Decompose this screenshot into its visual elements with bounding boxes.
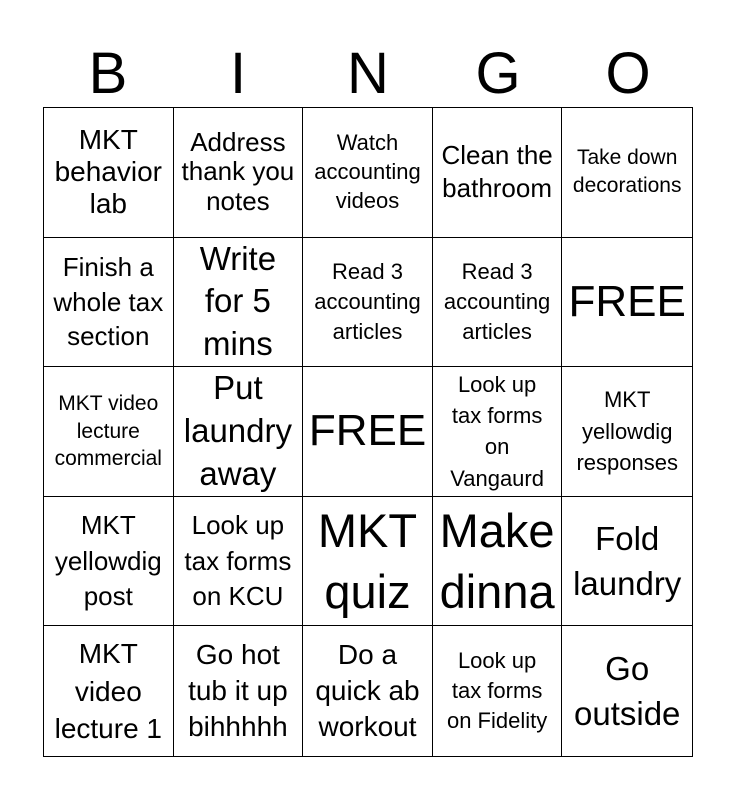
free-space[interactable] (562, 238, 692, 368)
bingo-cell[interactable] (303, 626, 433, 756)
cell-text: FREE (568, 276, 686, 326)
cell-text: FREE (308, 406, 427, 456)
bingo-cell[interactable] (562, 497, 692, 627)
header-letter-n: N (347, 41, 389, 106)
bingo-cell[interactable] (303, 238, 433, 368)
free-space[interactable] (303, 367, 433, 497)
bingo-cell[interactable] (433, 238, 563, 368)
bingo-cell[interactable] (44, 367, 174, 497)
cell-text: MKT behavior lab (54, 124, 162, 220)
header-letter-o: O (605, 41, 651, 106)
bingo-cell[interactable] (174, 238, 304, 368)
cell-text: MKT video lecture commercial (54, 391, 162, 471)
cell-text: Make dinna (439, 504, 555, 619)
cell-text: Read 3 accounting articles (314, 259, 421, 344)
cell-text: Look up tax forms on Fidelity (446, 648, 548, 734)
cell-text: Look up tax forms on Vangaurd (450, 372, 544, 491)
bingo-cell[interactable] (433, 367, 563, 497)
bingo-cell[interactable] (433, 108, 563, 238)
cell-text: MKT yellowdig responses (576, 386, 678, 476)
cell-text: Address thank you notes (181, 126, 295, 217)
bingo-cell[interactable] (303, 497, 433, 627)
cell-text: MKT video lecture 1 (54, 638, 162, 744)
cell-text: Watch accounting videos (314, 130, 421, 213)
bingo-cell[interactable] (174, 497, 304, 627)
cell-text: Clean the bathroom (441, 139, 553, 204)
bingo-cell[interactable] (44, 238, 174, 368)
cell-text: Read 3 accounting articles (443, 259, 551, 344)
header-letter-b: B (88, 41, 128, 106)
bingo-cell[interactable] (562, 367, 692, 497)
header-letter-i: I (229, 41, 247, 106)
bingo-cell[interactable] (433, 626, 563, 756)
bingo-cell[interactable] (174, 367, 304, 497)
bingo-header (43, 42, 693, 106)
cell-text: Write for 5 mins (199, 239, 277, 363)
bingo-cell[interactable] (44, 626, 174, 756)
cell-text: Put laundry away (183, 369, 292, 492)
cell-text: Go hot tub it up bihhhhh (188, 638, 288, 743)
bingo-board (43, 107, 693, 757)
bingo-cell[interactable] (303, 108, 433, 238)
cell-text: MKT yellowdig post (54, 510, 162, 611)
cell-text: Go outside (573, 649, 681, 733)
cell-text: Do a quick ab workout (315, 638, 420, 743)
bingo-cell[interactable] (44, 497, 174, 627)
cell-text: Finish a whole tax section (53, 252, 164, 352)
cell-text: Look up tax forms on KCU (184, 510, 292, 611)
bingo-cell[interactable] (174, 108, 304, 238)
cell-text: Take down decorations (572, 145, 682, 198)
bingo-cell[interactable] (174, 626, 304, 756)
header-letter-g: G (475, 41, 521, 106)
bingo-cell[interactable] (44, 108, 174, 238)
cell-text: MKT quiz (317, 504, 418, 619)
bingo-cell[interactable] (433, 497, 563, 627)
cell-text: Fold laundry (573, 519, 682, 603)
bingo-cell[interactable] (562, 626, 692, 756)
bingo-cell[interactable] (562, 108, 692, 238)
